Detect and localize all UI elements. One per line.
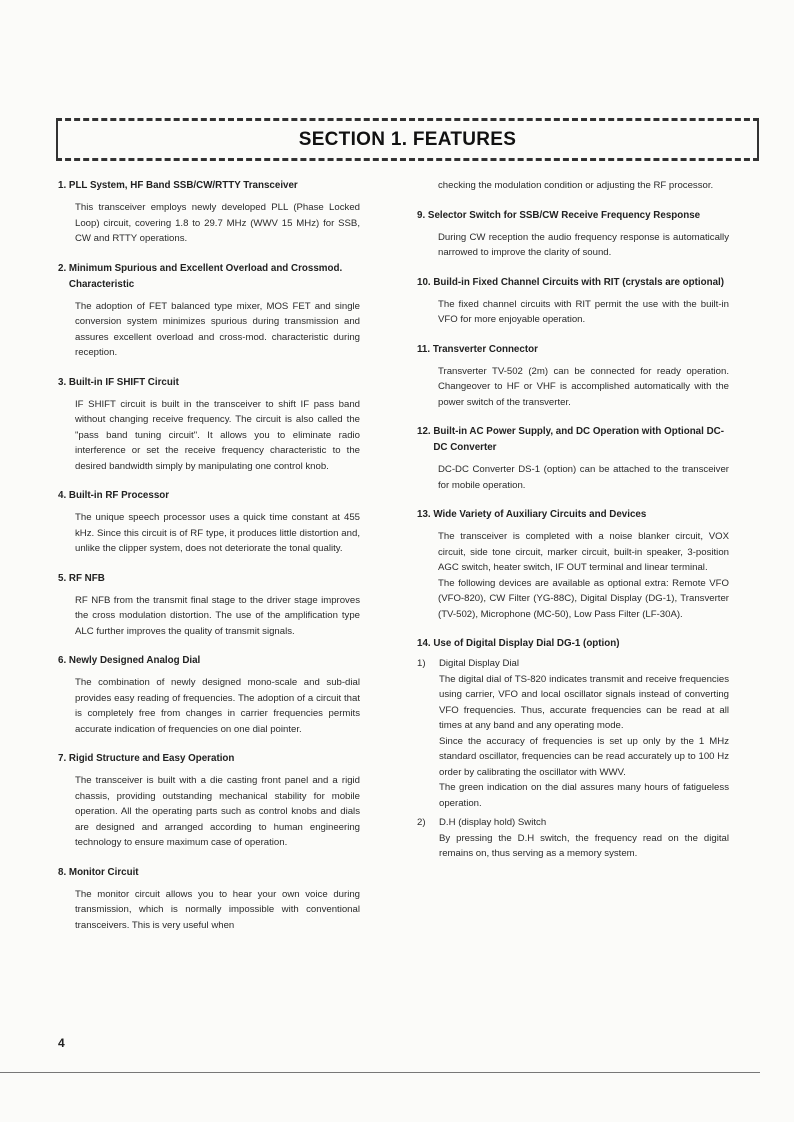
feature-item bbox=[417, 275, 729, 328]
feature-number: 11. bbox=[417, 343, 433, 355]
feature-number: 6. bbox=[58, 655, 69, 666]
feature-title: Built-in AC Power Supply, and DC Operation with Optional DC-DC Converter bbox=[433, 426, 724, 453]
feature-body: This transceiver employs newly developed PLL (Phase Locked Loop) circuit, covering 1.8 to 29.7 MHz (WWV 15 MHz) for SSB, CW and RTTY operations. bbox=[75, 202, 360, 244]
section-banner bbox=[56, 118, 759, 161]
feature-title: Built-in IF SHIFT Circuit bbox=[68, 376, 179, 388]
feature-item bbox=[58, 751, 360, 851]
feature-body: DC-DC Converter DS-1 (option) can be attached to the transceiver for mobile operation. bbox=[438, 464, 729, 491]
feature-body: The transceiver is completed with a noise blanker circuit, VOX circuit, side tone circuit, marker circuit, built-in speaker, 3-position AGC switch, heater switch, IF OUT terminal and linear terminal. bbox=[438, 531, 729, 573]
feature-body-extra: The following devices are available as optional extra: Remote VFO (VFO-820), CW Filter (YG-88C), Digital Display (DG-1), Transverter (TV-502), Microphone (MC-50), Low Pass Filter (LF-30A). bbox=[438, 577, 729, 620]
feature-item bbox=[58, 488, 360, 557]
page-title: SECTION 1. FEATURES bbox=[298, 129, 517, 150]
feature-title: Built-in RF Processor bbox=[68, 490, 170, 501]
feature-number: 4. bbox=[58, 490, 69, 501]
sub-item bbox=[417, 656, 729, 811]
feature-title: Transverter Connector bbox=[432, 343, 538, 355]
feature-body: The combination of newly designed mono-scale and sub-dial provides easy reading of frequencies. The adoption of a circuit that is completely free from changes in carrier frequencies permits accurate indication of frequencies on one dial pointer. bbox=[75, 677, 360, 735]
feature-number: 3. bbox=[58, 376, 69, 388]
feature-item bbox=[58, 865, 360, 934]
feature-body: During CW reception the audio frequency response is automatically narrowed to improve the clarity of sound. bbox=[438, 231, 729, 258]
sub-item-paragraph: The green indication on the dial assures many hours of fatigueless operation. bbox=[439, 782, 729, 809]
feature-item bbox=[58, 375, 360, 475]
sub-item bbox=[417, 815, 729, 862]
feature-body: The transceiver is built with a die casting front panel and a rigid chassis, providing outstanding mechanical stability for mobile operation. All the operating parts such as control knobs and dials are designed and arranged according to human engineering technology to ensure maximum case of operation. bbox=[75, 775, 360, 848]
feature-number: 2. bbox=[58, 262, 69, 274]
feature-title: Build-in Fixed Channel Circuits with RIT (crystals are optional) bbox=[433, 276, 725, 288]
feature-title: Monitor Circuit bbox=[68, 866, 139, 878]
feature-number: 7. bbox=[58, 753, 69, 764]
feature-body: RF NFB from the transmit final stage to the driver stage improves the cross modulation distortion. The use of the amplification type ALC further improves the quality of transmit signals. bbox=[75, 594, 360, 637]
feature-item bbox=[417, 208, 729, 261]
feature-number: 5. bbox=[58, 572, 69, 584]
sub-item-paragraph: By pressing the D.H switch, the frequency read on the digital remains on, thus serving as a memory system. bbox=[439, 832, 729, 859]
feature-title: Rigid Structure and Easy Operation bbox=[68, 753, 235, 764]
feature-title: Minimum Spurious and Excellent Overload and Crossmod. Characteristic bbox=[68, 262, 343, 290]
left-column bbox=[58, 178, 360, 947]
feature-item bbox=[417, 636, 729, 862]
feature-title: PLL System, HF Band SSB/CW/RTTY Transceiver bbox=[68, 180, 298, 191]
feature-number: 13. bbox=[417, 509, 434, 520]
feature-body: The fixed channel circuits with RIT permit the use with the built-in VFO for more enjoyable operation. bbox=[438, 298, 729, 325]
feature-item bbox=[58, 653, 360, 737]
sub-item-paragraph: The digital dial of TS-820 indicates transmit and receive frequencies using carrier, VFO and local oscillator signals instead of converting VFO frequencies. Thus, accurate frequencies can be read at all times at any band and any operating mode. bbox=[439, 673, 729, 731]
sub-item-number: 2) bbox=[417, 817, 426, 828]
continued-text: checking the modulation condition or adjusting the RF processor. bbox=[438, 180, 714, 191]
feature-body: The monitor circuit allows you to hear your own voice during transmission, which is normally impossible with conventional transceivers. This is very useful when bbox=[75, 888, 360, 931]
feature-number: 1. bbox=[58, 180, 69, 191]
sub-item-title: Digital Display Dial bbox=[439, 658, 519, 669]
feature-number: 9. bbox=[417, 209, 428, 221]
feature-title: RF NFB bbox=[68, 572, 105, 584]
page-number: 4 bbox=[58, 1036, 65, 1050]
sub-item-paragraph: Since the accuracy of frequencies is set up only by the 1 MHz standard oscillator, frequencies can be read accurately up to 100 Hz order by calibrating the oscillator with WWV. bbox=[439, 735, 729, 778]
feature-item bbox=[417, 424, 729, 493]
feature-item bbox=[417, 507, 729, 622]
feature-body: IF SHIFT circuit is built in the transceiver to shift IF pass band without changing receive frequency. The circuit is also called the "pass band tuning circuit". It allows you to eliminate radio interference or set the receive frequency characteristic to the desired bandwidth simply by manipulating one control knob. bbox=[75, 398, 360, 472]
right-column bbox=[417, 178, 729, 876]
feature-number: 10. bbox=[417, 276, 434, 288]
sub-item-number: 1) bbox=[417, 658, 426, 669]
feature-body: Transverter TV-502 (2m) can be connected for ready operation. Changeover to HF or VHF is accomplished automatically with the power switch of the transverter. bbox=[438, 365, 729, 408]
feature-title: Use of Digital Display Dial DG-1 (option) bbox=[433, 638, 620, 649]
feature-item bbox=[58, 178, 360, 247]
feature-number: 12. bbox=[417, 426, 434, 437]
feature-body: The adoption of FET balanced type mixer, MOS FET and single conversion system minimizes spurious during transmission and assures excellent overload and cross-mod. characteristic during reception. bbox=[75, 300, 360, 358]
feature-item bbox=[417, 342, 729, 411]
feature-number: 14. bbox=[417, 638, 434, 649]
bottom-rule bbox=[0, 1072, 760, 1073]
sub-item-title: D.H (display hold) Switch bbox=[439, 817, 547, 828]
feature-title: Wide Variety of Auxiliary Circuits and Devices bbox=[433, 509, 647, 520]
feature-body: The unique speech processor uses a quick time constant at 455 kHz. Since this circuit is of RF type, it produces little distortion and, unlike the clipper system, does not deteriorate the tonal quality. bbox=[75, 512, 360, 554]
feature-item bbox=[58, 261, 360, 361]
feature-item bbox=[58, 571, 360, 640]
feature-title: Newly Designed Analog Dial bbox=[68, 655, 201, 666]
feature-number: 8. bbox=[58, 866, 69, 878]
feature-title: Selector Switch for SSB/CW Receive Frequency Response bbox=[427, 209, 701, 221]
